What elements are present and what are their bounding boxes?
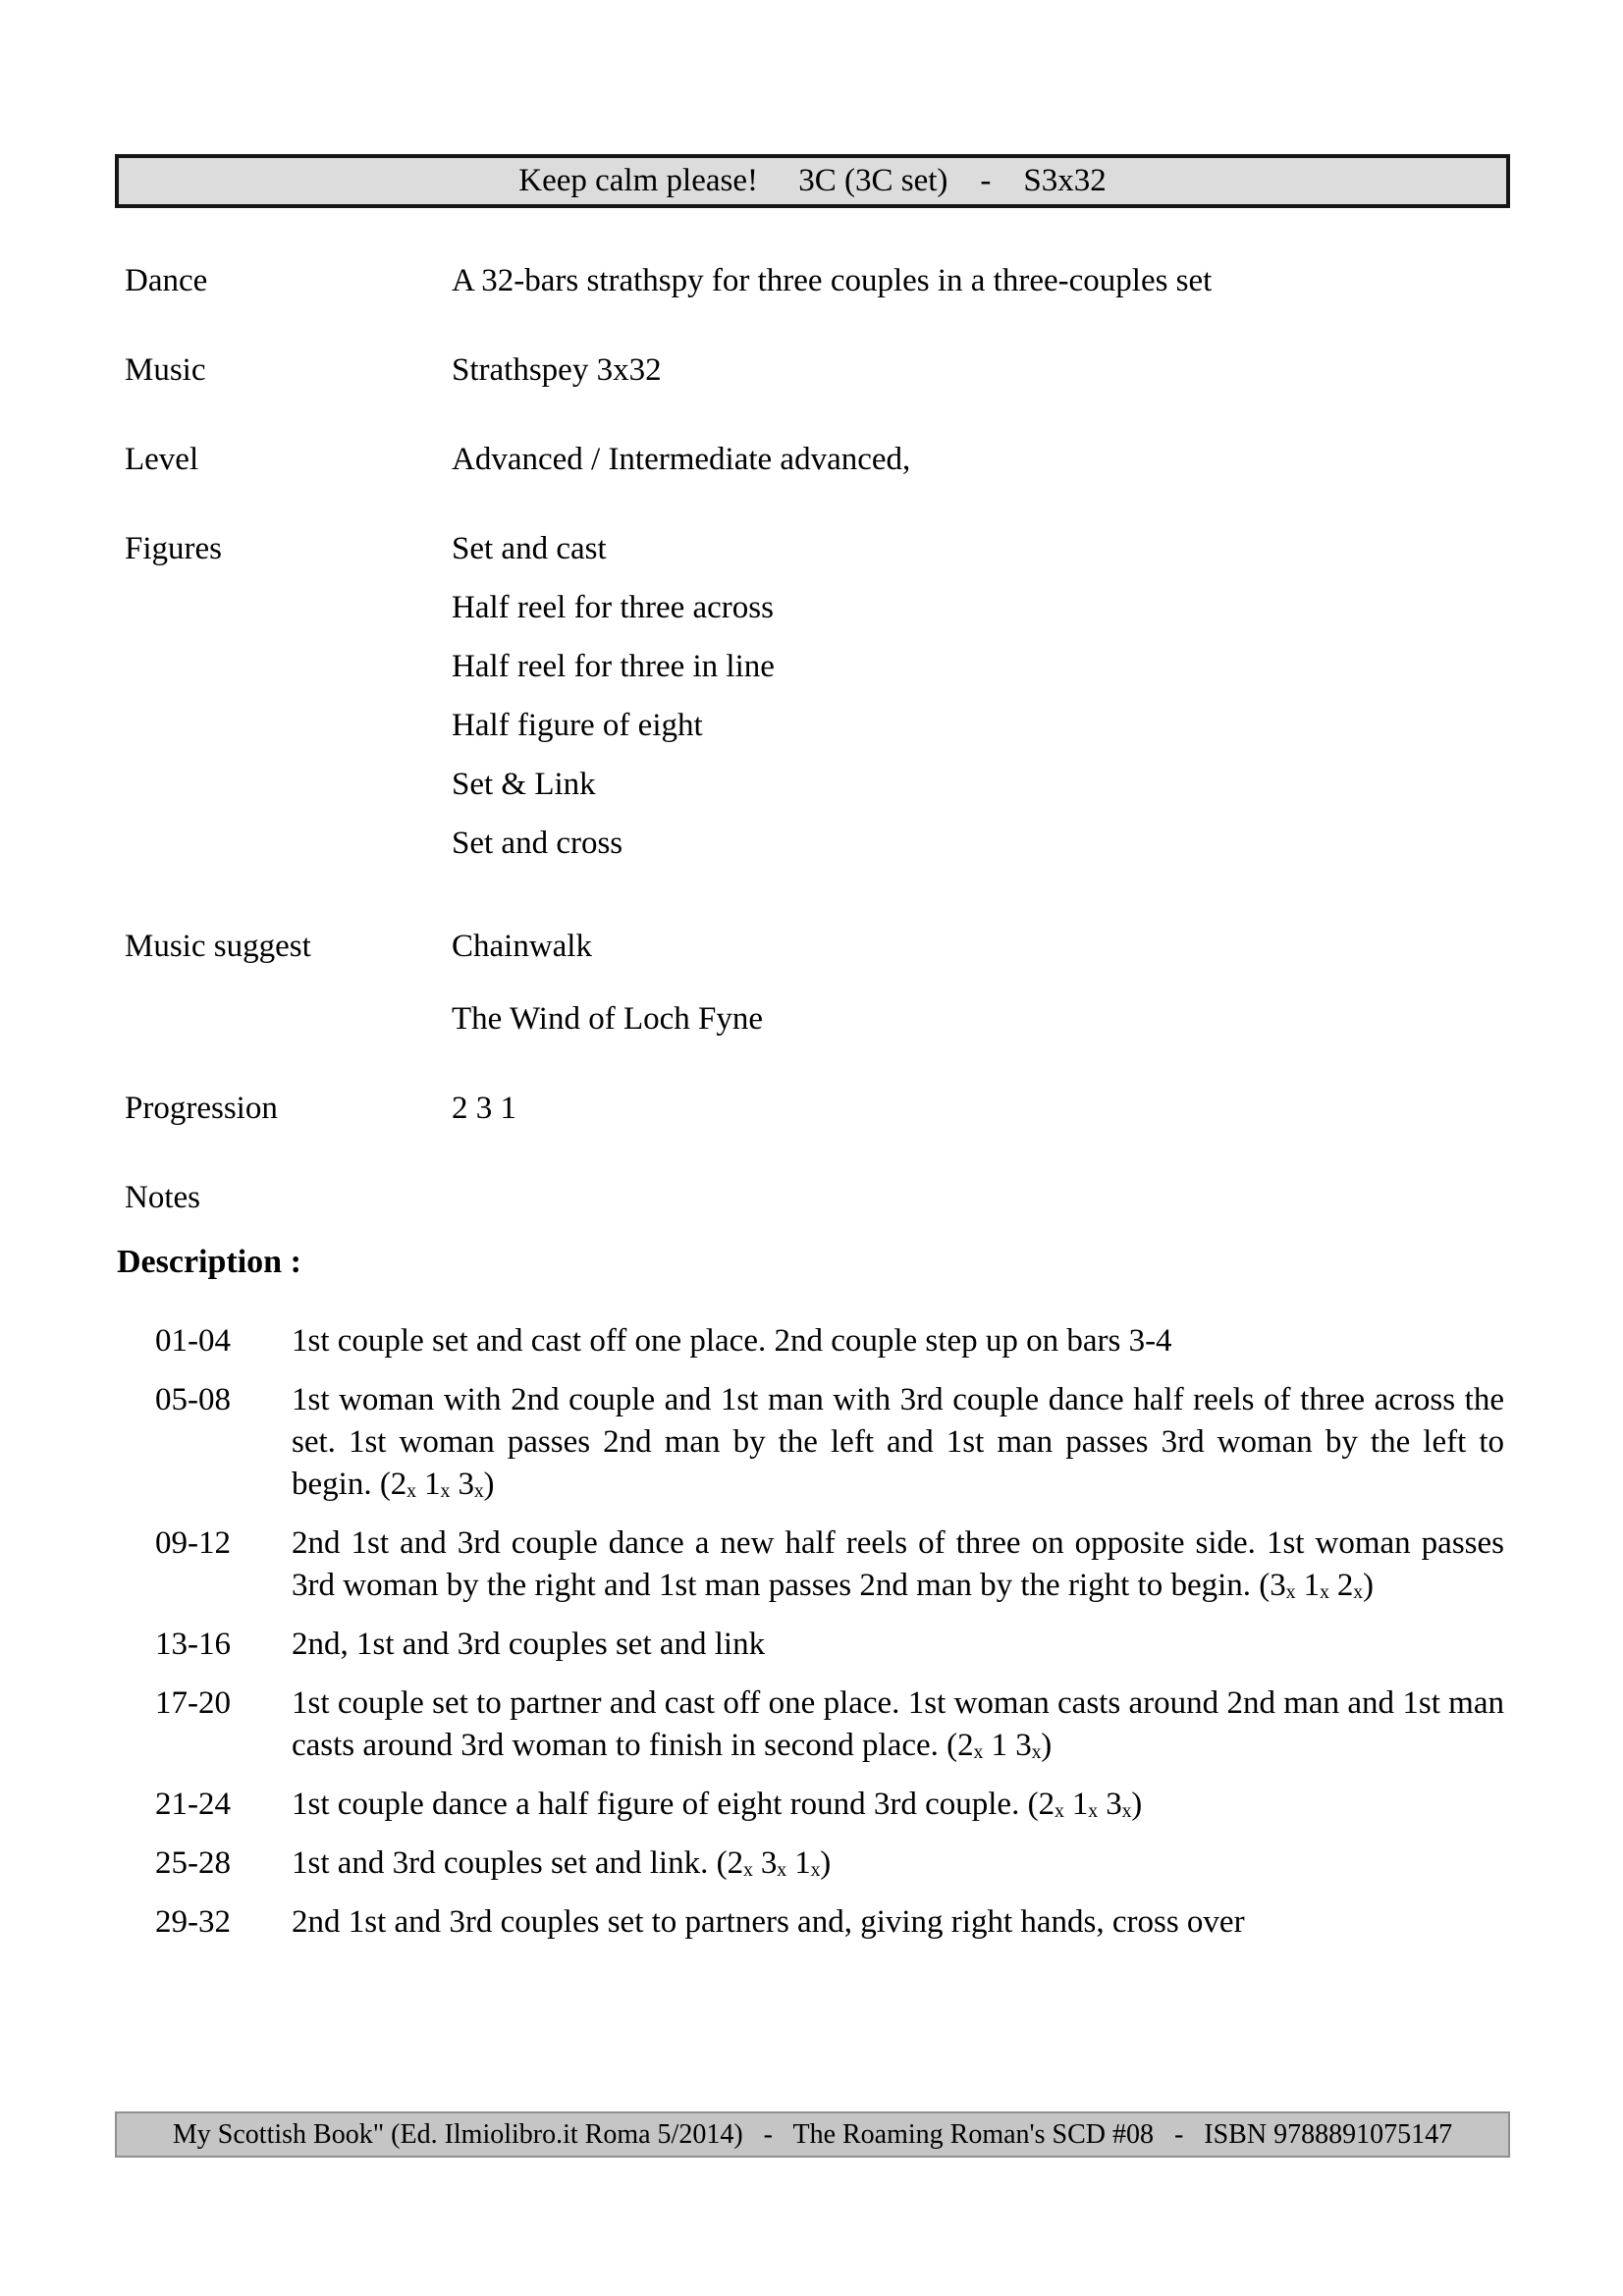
bars-instruction: 1st couple set to partner and cast off one place. 1st woman casts around 2nd man and 1st man casts around 3rd woman to finish in second place. (2ₓ 1 3ₓ)	[292, 1685, 1504, 1763]
bars-range: 13-16	[155, 1627, 231, 1662]
figure-item: Set and cast	[452, 531, 607, 566]
info-value-line: A 32-bars strathspy for three couples in a three-couples set	[452, 263, 1213, 298]
info-value-line: Strathspey 3x32	[452, 352, 662, 388]
bars-range: 29-32	[155, 1904, 231, 1940]
bars-instruction: 2nd 1st and 3rd couple dance a new half reels of three on opposite side. 1st woman passes 3rd woman by the right and 1st man passes 2nd man by the right to begin. (3ₓ 1ₓ 2ₓ)	[292, 1525, 1504, 1603]
info-label: Progression	[125, 1091, 278, 1126]
description-row	[125, 1624, 1504, 1666]
dance-title: Keep calm please! 3C (3C set) - S3x32	[518, 163, 1107, 198]
figures-list	[452, 528, 1504, 865]
description-row	[125, 1842, 1504, 1885]
dance-title-bar	[115, 154, 1510, 208]
info-label: Music suggest	[125, 929, 311, 964]
bars-range: 17-20	[155, 1685, 231, 1721]
info-row-dance	[125, 260, 1504, 302]
info-row-figures	[125, 528, 1504, 865]
figure-item: Half figure of eight	[452, 708, 703, 743]
info-value	[452, 1088, 1504, 1130]
info-row-notes	[125, 1177, 1504, 1219]
info-row-music-suggest	[125, 926, 1504, 1041]
info-label: Level	[125, 442, 199, 477]
figure-item: Half reel for three across	[452, 590, 774, 625]
info-row-progression	[125, 1088, 1504, 1130]
info-label: Figures	[125, 531, 222, 566]
info-row-music	[125, 349, 1504, 392]
info-label: Dance	[125, 263, 208, 298]
description-row	[125, 1901, 1504, 1944]
description-row	[125, 1320, 1504, 1362]
bars-instruction: 2nd 1st and 3rd couples set to partners and, giving right hands, cross over	[292, 1904, 1245, 1940]
info-value	[452, 260, 1504, 302]
description-row	[125, 1784, 1504, 1826]
bars-instruction: 1st and 3rd couples set and link. (2ₓ 3ₓ 1ₓ)	[292, 1845, 832, 1881]
info-value	[452, 1177, 1504, 1219]
bars-range: 05-08	[155, 1382, 231, 1417]
document-body	[117, 260, 1504, 1960]
bars-range: 09-12	[155, 1525, 231, 1561]
description-row	[125, 1682, 1504, 1767]
info-value	[452, 349, 1504, 392]
info-row-level	[125, 439, 1504, 481]
bars-range: 01-04	[155, 1323, 231, 1359]
bars-instruction: 1st couple dance a half figure of eight round 3rd couple. (2ₓ 1ₓ 3ₓ)	[292, 1787, 1143, 1822]
info-label: Music	[125, 352, 206, 388]
bars-range: 25-28	[155, 1845, 231, 1881]
music-suggest-list	[452, 926, 1504, 1041]
figure-item: Set & Link	[452, 767, 596, 802]
description-row	[125, 1379, 1504, 1506]
music-suggest-item: The Wind of Loch Fyne	[452, 1001, 763, 1037]
description-row	[125, 1522, 1504, 1607]
bars-instruction: 1st couple set and cast off one place. 2nd couple step up on bars 3-4	[292, 1323, 1172, 1359]
book-footer-bar	[115, 2111, 1510, 2158]
bars-instruction: 2nd, 1st and 3rd couples set and link	[292, 1627, 766, 1662]
book-footer-text: My Scottish Book" (Ed. Ilmiolibro.it Roma 5/2014) - The Roaming Roman's SCD #08 - ISBN 9788891075147	[172, 2119, 1453, 2150]
info-value-line: 2 3 1	[452, 1091, 516, 1126]
info-value-line: Advanced / Intermediate advanced,	[452, 442, 911, 477]
info-value	[452, 439, 1504, 481]
bars-range: 21-24	[155, 1787, 231, 1822]
description-heading: Description :	[117, 1244, 301, 1280]
music-suggest-item: Chainwalk	[452, 929, 592, 964]
figure-item: Half reel for three in line	[452, 649, 775, 684]
info-label: Notes	[125, 1180, 200, 1215]
bars-instruction: 1st woman with 2nd couple and 1st man with 3rd couple dance half reels of three across the set. 1st woman passes 2nd man by the left and 1st man passes 3rd woman by the left to begin. (2ₓ 1ₓ 3ₓ)	[292, 1382, 1504, 1502]
figure-item: Set and cross	[452, 826, 623, 861]
